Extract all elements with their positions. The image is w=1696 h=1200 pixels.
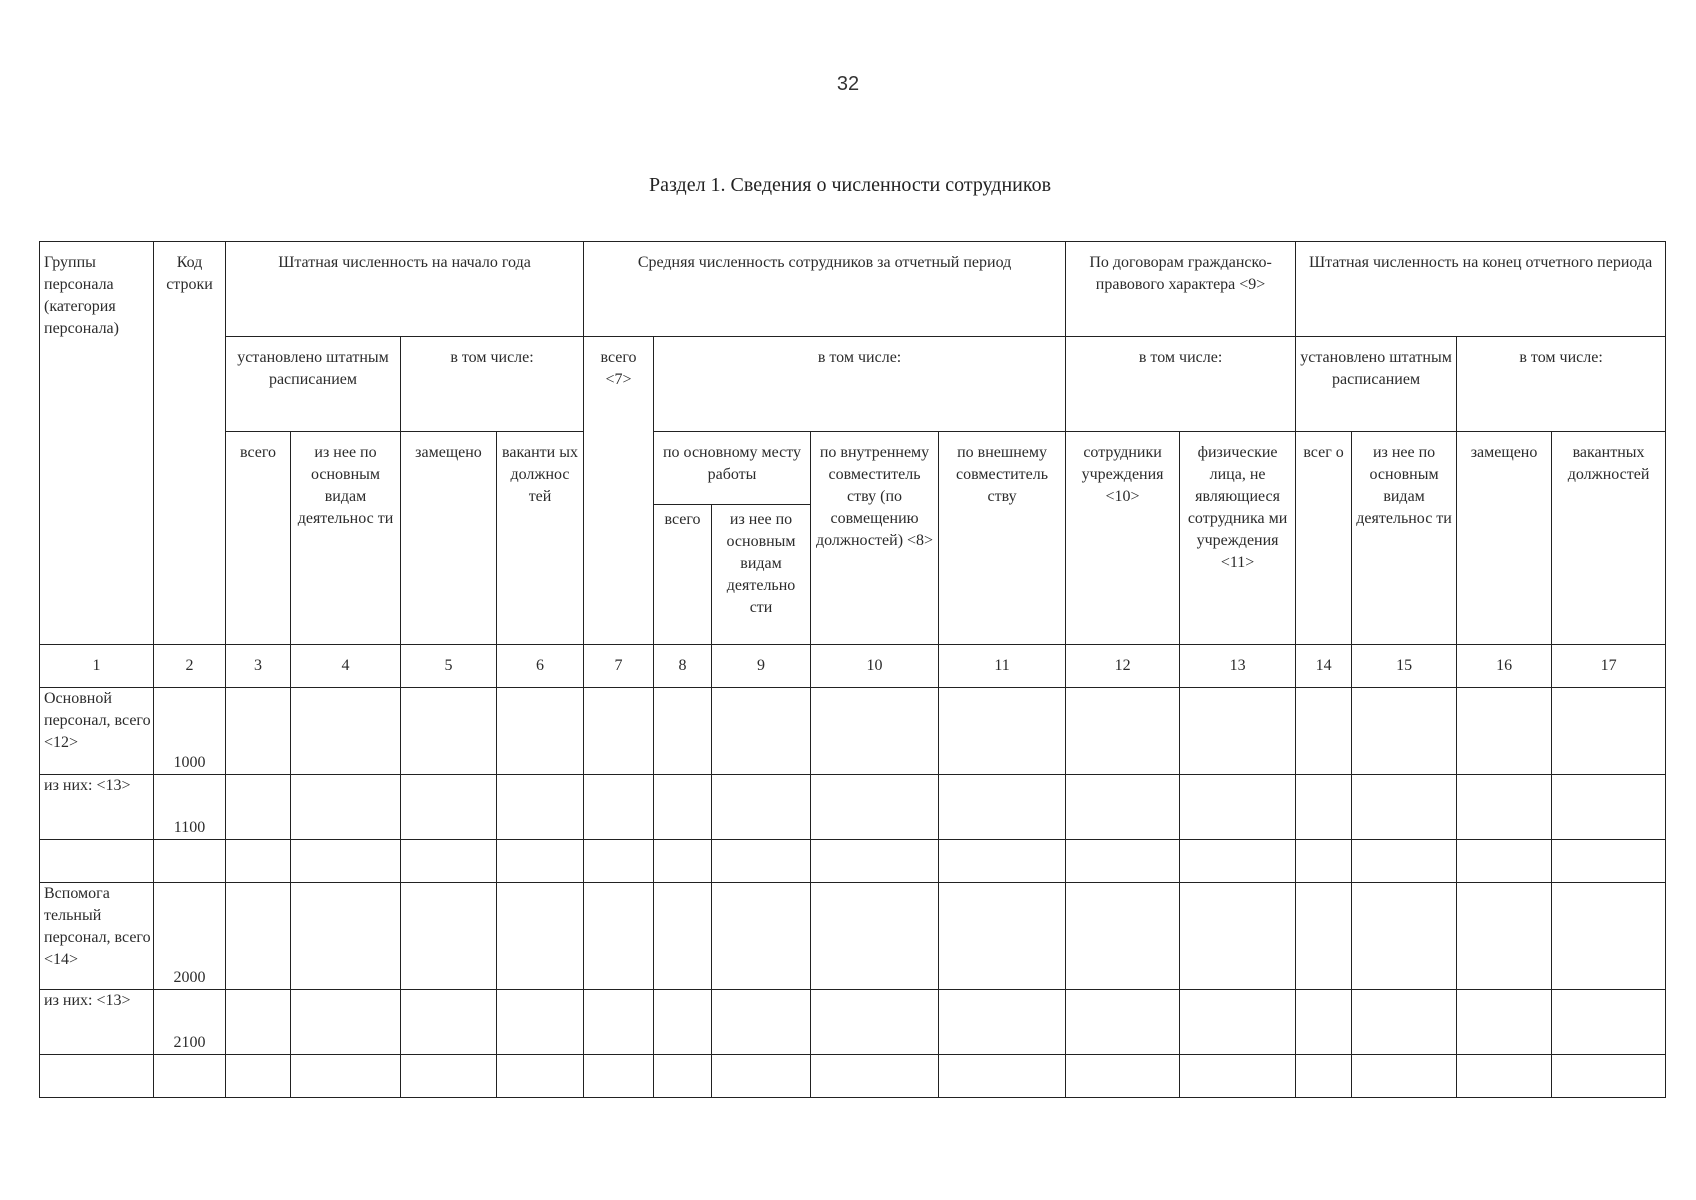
- data-cell[interactable]: [1552, 883, 1666, 990]
- row-label: из них: <13>: [40, 990, 154, 1055]
- data-cell[interactable]: [291, 688, 401, 775]
- data-cell[interactable]: [1296, 840, 1352, 883]
- column-number: 1: [40, 645, 154, 688]
- data-cell[interactable]: [939, 1055, 1066, 1098]
- data-cell[interactable]: [1066, 1055, 1180, 1098]
- row-code: 2000: [154, 883, 226, 990]
- data-cell[interactable]: [291, 990, 401, 1055]
- data-cell[interactable]: [1352, 775, 1457, 840]
- header-main-workplace-main-activity: из нее по основным видам деятельно сти: [712, 505, 811, 645]
- row-code: 1100: [154, 775, 226, 840]
- data-cell[interactable]: [497, 688, 584, 775]
- data-cell[interactable]: [1457, 883, 1552, 990]
- section-title: Раздел 1. Сведения о численности сотрудников: [648, 174, 1052, 196]
- data-cell[interactable]: [811, 775, 939, 840]
- row-label: [40, 840, 154, 883]
- data-cell[interactable]: [226, 840, 291, 883]
- data-cell[interactable]: [1296, 775, 1352, 840]
- page-number: 32: [836, 73, 860, 95]
- data-cell[interactable]: [1066, 883, 1180, 990]
- header-including-contracts: в том числе:: [1066, 337, 1296, 432]
- row-label: Вспомога тельный персонал, всего <14>: [40, 883, 154, 990]
- data-cell[interactable]: [1352, 688, 1457, 775]
- data-cell[interactable]: [939, 840, 1066, 883]
- column-number: 5: [401, 645, 497, 688]
- data-cell[interactable]: [1352, 990, 1457, 1055]
- data-cell[interactable]: [1552, 688, 1666, 775]
- column-number-row: [40, 645, 1666, 688]
- data-cell[interactable]: [1296, 990, 1352, 1055]
- data-cell[interactable]: [401, 775, 497, 840]
- header-established-end: установлено штатным расписанием: [1296, 337, 1457, 432]
- data-cell[interactable]: [939, 883, 1066, 990]
- data-cell[interactable]: [401, 990, 497, 1055]
- data-cell[interactable]: [226, 688, 291, 775]
- header-start-vacant: ваканти ых должнос тей: [497, 432, 584, 645]
- header-established-start: установлено штатным расписанием: [226, 337, 401, 432]
- header-avg-total: всего <7>: [584, 337, 654, 645]
- header-start-filled: замещено: [401, 432, 497, 645]
- table-row: [40, 990, 1666, 1055]
- header-external-part-time: по внешнему совместитель ству: [939, 432, 1066, 645]
- header-end-total: всег о: [1296, 432, 1352, 645]
- data-cell[interactable]: [226, 883, 291, 990]
- data-cell[interactable]: [291, 775, 401, 840]
- data-cell[interactable]: [1066, 990, 1180, 1055]
- data-cell[interactable]: [811, 883, 939, 990]
- header-end-main-activity: из нее по основным видам деятельнос ти: [1352, 432, 1457, 645]
- data-cell[interactable]: [1552, 775, 1666, 840]
- data-cell[interactable]: [1180, 688, 1296, 775]
- data-cell[interactable]: [1180, 990, 1296, 1055]
- header-including-end: в том числе:: [1457, 337, 1666, 432]
- row-code: [154, 840, 226, 883]
- row-label: Основной персонал, всего <12>: [40, 688, 154, 775]
- column-number: 6: [497, 645, 584, 688]
- data-cell[interactable]: [1552, 840, 1666, 883]
- column-number: 14: [1296, 645, 1352, 688]
- data-cell[interactable]: [1066, 688, 1180, 775]
- data-cell[interactable]: [712, 883, 811, 990]
- data-cell[interactable]: [1457, 990, 1552, 1055]
- data-cell[interactable]: [584, 1055, 654, 1098]
- data-cell[interactable]: [1457, 775, 1552, 840]
- header-end-vacant: вакантных должностей: [1552, 432, 1666, 645]
- column-number: 9: [712, 645, 811, 688]
- data-cell[interactable]: [712, 840, 811, 883]
- data-cell[interactable]: [1296, 688, 1352, 775]
- data-cell[interactable]: [497, 840, 584, 883]
- header-row-code: Код строки: [154, 242, 226, 645]
- data-cell[interactable]: [1180, 883, 1296, 990]
- data-cell[interactable]: [1552, 990, 1666, 1055]
- staff-numbers-table: [39, 241, 1666, 1098]
- column-number: 7: [584, 645, 654, 688]
- data-cell[interactable]: [497, 1055, 584, 1098]
- row-label: из них: <13>: [40, 775, 154, 840]
- data-cell[interactable]: [1296, 1055, 1352, 1098]
- data-cell[interactable]: [1066, 840, 1180, 883]
- header-institution-employees: сотрудники учреждения <10>: [1066, 432, 1180, 645]
- header-internal-part-time: по внутреннему совместитель ству (по совмещению должностей) <8>: [811, 432, 939, 645]
- data-cell[interactable]: [654, 840, 712, 883]
- header-individuals: физические лица, не являющиеся сотрудника ми учреждения <11>: [1180, 432, 1296, 645]
- data-cell[interactable]: [1180, 840, 1296, 883]
- data-cell[interactable]: [1457, 1055, 1552, 1098]
- data-cell[interactable]: [584, 840, 654, 883]
- data-cell[interactable]: [811, 688, 939, 775]
- data-cell[interactable]: [1457, 688, 1552, 775]
- column-number: 2: [154, 645, 226, 688]
- data-cell[interactable]: [226, 990, 291, 1055]
- data-cell[interactable]: [939, 990, 1066, 1055]
- data-cell[interactable]: [1180, 775, 1296, 840]
- data-cell[interactable]: [291, 883, 401, 990]
- header-including-avg: в том числе:: [654, 337, 1066, 432]
- header-start-of-year: Штатная численность на начало года: [226, 242, 584, 337]
- row-code: 2100: [154, 990, 226, 1055]
- data-cell[interactable]: [1352, 1055, 1457, 1098]
- data-cell[interactable]: [584, 775, 654, 840]
- data-cell[interactable]: [654, 883, 712, 990]
- data-cell[interactable]: [712, 775, 811, 840]
- data-cell[interactable]: [1352, 883, 1457, 990]
- column-number: 17: [1552, 645, 1666, 688]
- data-cell[interactable]: [401, 688, 497, 775]
- data-cell[interactable]: [939, 688, 1066, 775]
- column-number: 10: [811, 645, 939, 688]
- data-cell[interactable]: [584, 883, 654, 990]
- data-cell[interactable]: [401, 1055, 497, 1098]
- data-cell[interactable]: [497, 883, 584, 990]
- data-cell[interactable]: [1457, 840, 1552, 883]
- header-main-workplace-total: всего: [654, 505, 712, 645]
- data-cell[interactable]: [497, 990, 584, 1055]
- column-number: 3: [226, 645, 291, 688]
- data-cell[interactable]: [497, 775, 584, 840]
- column-number: 4: [291, 645, 401, 688]
- table-row: [40, 775, 1666, 840]
- data-cell[interactable]: [1552, 1055, 1666, 1098]
- column-number: 11: [939, 645, 1066, 688]
- header-end-filled: замещено: [1457, 432, 1552, 645]
- data-cell[interactable]: [401, 883, 497, 990]
- header-end-of-period: Штатная численность на конец отчетного периода: [1296, 242, 1666, 337]
- data-cell[interactable]: [811, 840, 939, 883]
- column-number: 8: [654, 645, 712, 688]
- row-code: 1000: [154, 688, 226, 775]
- row-code: [154, 1055, 226, 1098]
- header-personnel-group: Группы персонала (категория персонала): [40, 242, 154, 645]
- data-cell[interactable]: [1066, 775, 1180, 840]
- data-cell[interactable]: [401, 840, 497, 883]
- data-cell[interactable]: [291, 840, 401, 883]
- data-cell[interactable]: [654, 688, 712, 775]
- table-row: [40, 688, 1666, 775]
- header-start-total: всего: [226, 432, 291, 645]
- header-average-period: Средняя численность сотрудников за отчетный период: [584, 242, 1066, 337]
- data-cell[interactable]: [291, 1055, 401, 1098]
- data-cell[interactable]: [939, 775, 1066, 840]
- table-row: [40, 840, 1666, 883]
- data-cell[interactable]: [1352, 840, 1457, 883]
- header-including-start: в том числе:: [401, 337, 584, 432]
- data-cell[interactable]: [1296, 883, 1352, 990]
- column-number: 15: [1352, 645, 1457, 688]
- table-row: [40, 883, 1666, 990]
- data-cell[interactable]: [712, 990, 811, 1055]
- column-number: 13: [1180, 645, 1296, 688]
- data-cell[interactable]: [226, 1055, 291, 1098]
- data-cell[interactable]: [712, 688, 811, 775]
- header-main-workplace: по основному месту работы: [654, 432, 811, 505]
- data-cell[interactable]: [654, 990, 712, 1055]
- column-number: 12: [1066, 645, 1180, 688]
- data-cell[interactable]: [1180, 1055, 1296, 1098]
- data-cell[interactable]: [584, 990, 654, 1055]
- data-cell[interactable]: [584, 688, 654, 775]
- data-cell[interactable]: [712, 1055, 811, 1098]
- data-cell[interactable]: [811, 990, 939, 1055]
- data-cell[interactable]: [654, 775, 712, 840]
- column-number: 16: [1457, 645, 1552, 688]
- data-cell[interactable]: [226, 775, 291, 840]
- table-row: [40, 1055, 1666, 1098]
- data-cell[interactable]: [654, 1055, 712, 1098]
- header-civil-contracts: По договорам гражданско-правового характера <9>: [1066, 242, 1296, 337]
- row-label: [40, 1055, 154, 1098]
- header-start-main-activity: из нее по основным видам деятельнос ти: [291, 432, 401, 645]
- data-cell[interactable]: [811, 1055, 939, 1098]
